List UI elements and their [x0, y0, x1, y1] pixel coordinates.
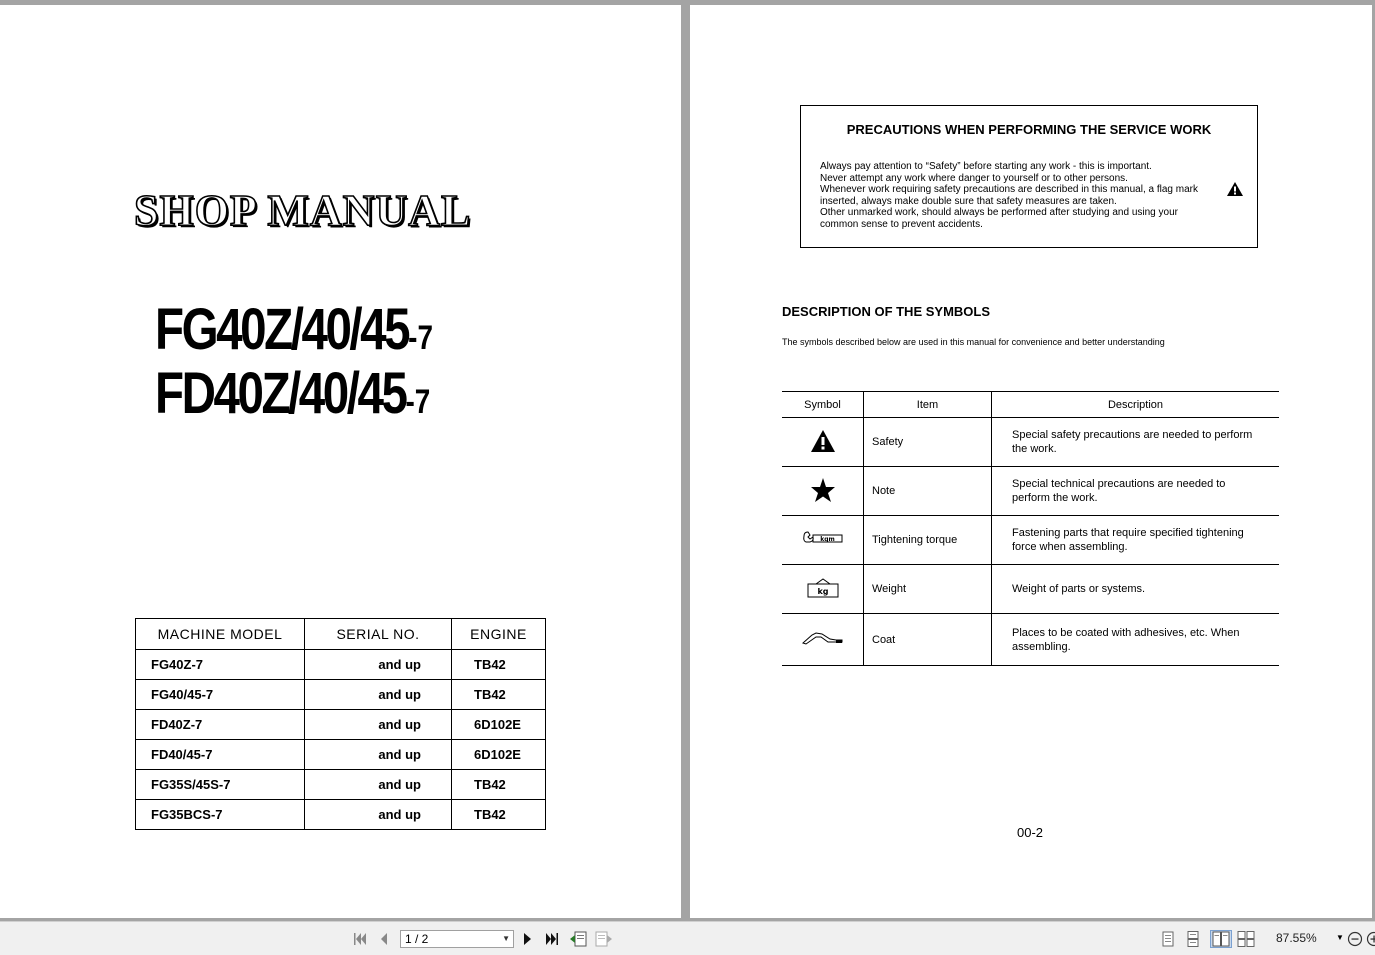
machine-model-table [135, 618, 546, 830]
symbols-intro: The symbols described below are used in this manual for convenience and better understanding [782, 337, 1165, 347]
serial-no-cell: and up [305, 710, 452, 740]
machine-model-cell: FD40/45-7 [136, 740, 305, 770]
zoom-in-icon [1366, 931, 1375, 947]
weight-kg-icon [806, 577, 840, 599]
table-row [782, 516, 1279, 565]
continuous-facing-view-button[interactable] [1237, 930, 1255, 948]
shop-manual-title: SHOP MANUAL [134, 186, 472, 235]
weight-kg-label: kg [816, 586, 829, 596]
description-cell: Places to be coated with adhesives, etc. When assembling. [992, 614, 1280, 666]
next-page-icon [521, 932, 533, 946]
serial-no-cell: and up [305, 680, 452, 710]
item-cell: Note [864, 467, 992, 516]
model-line-2 [155, 361, 431, 426]
symbol-cell [782, 467, 864, 516]
page-number-field[interactable] [400, 930, 514, 948]
table-row [136, 680, 546, 710]
wrench-kgm-label: kgm [819, 535, 835, 543]
coat-brush-icon [802, 631, 844, 645]
zoom-out-icon [1347, 931, 1363, 947]
precaution-line: common sense to prevent accidents. [820, 218, 983, 230]
last-page-icon [544, 932, 560, 946]
symbol-cell [782, 516, 864, 565]
description-cell: Special safety precautions are needed to perform the work. [992, 418, 1280, 467]
facing-icon [1212, 931, 1230, 947]
previous-view-button[interactable] [569, 930, 587, 948]
header-item: Item [864, 392, 992, 418]
serial-no-cell: and up [305, 770, 452, 800]
engine-cell: TB42 [452, 770, 546, 800]
model-line-1 [155, 297, 433, 362]
page-right [690, 5, 1372, 918]
last-page-button[interactable] [543, 930, 561, 948]
machine-model-cell: FG40Z-7 [136, 650, 305, 680]
header-machine-model: MACHINE MODEL [136, 619, 305, 650]
table-row [782, 418, 1279, 467]
engine-cell: 6D102E [452, 710, 546, 740]
prev-page-button[interactable] [375, 930, 393, 948]
item-cell: Safety [864, 418, 992, 467]
next-view-button[interactable] [595, 930, 613, 948]
serial-no-cell: and up [305, 740, 452, 770]
symbol-cell [782, 418, 864, 467]
continuous-facing-icon [1237, 931, 1255, 947]
model-line-1-main: FG40Z/40/45 [155, 297, 409, 362]
engine-cell: TB42 [452, 650, 546, 680]
item-cell: Tightening torque [864, 516, 992, 565]
header-serial-no: SERIAL NO. [305, 619, 452, 650]
next-view-icon [595, 931, 613, 947]
page-number-value: 1 / 2 [405, 932, 429, 946]
precaution-title: PRECAUTIONS WHEN PERFORMING THE SERVICE WORK [846, 122, 1212, 137]
zoom-level[interactable]: 87.55% [1276, 931, 1317, 945]
item-cell: Coat [864, 614, 992, 666]
model-line-1-suffix: -7 [408, 319, 433, 357]
wrench-kgm-icon [802, 531, 844, 547]
model-line-2-main: FD40Z/40/45 [155, 361, 406, 426]
precaution-line: Never attempt any work where danger to yourself or to other persons. [820, 172, 1128, 184]
table-row [136, 710, 546, 740]
precaution-box [800, 105, 1258, 248]
single-page-icon [1161, 931, 1175, 947]
symbol-table [782, 391, 1279, 666]
zoom-out-button[interactable] [1346, 930, 1364, 948]
symbol-table-header-row [782, 392, 1279, 418]
description-cell: Fastening parts that require specified tightening force when assembling. [992, 516, 1280, 565]
table-row [136, 740, 546, 770]
previous-view-icon [569, 931, 587, 947]
single-page-view-button[interactable] [1159, 930, 1177, 948]
zoom-in-button[interactable] [1366, 931, 1375, 947]
first-page-button[interactable] [351, 930, 369, 948]
header-symbol: Symbol [782, 392, 864, 418]
engine-cell: TB42 [452, 680, 546, 710]
warning-triangle-icon [1226, 181, 1244, 197]
engine-cell: 6D102E [452, 740, 546, 770]
symbols-heading: DESCRIPTION OF THE SYMBOLS [782, 304, 991, 319]
precaution-line: inserted, always make double sure that safety measures are taken. [820, 195, 1117, 207]
description-cell: Weight of parts or systems. [992, 565, 1280, 614]
page-left [0, 5, 681, 918]
page-number: 00-2 [1017, 825, 1044, 840]
model-line-2-suffix: -7 [405, 383, 431, 421]
description-cell: Special technical precautions are needed to perform the work. [992, 467, 1280, 516]
precaution-text [820, 161, 1225, 231]
precaution-line: Whenever work requiring safety precautions are described in this manual, a flag mark [820, 184, 1198, 196]
symbol-cell [782, 614, 864, 666]
header-engine: ENGINE [452, 619, 546, 650]
table-row [136, 770, 546, 800]
table-header-row [136, 619, 546, 650]
serial-no-cell: and up [305, 650, 452, 680]
viewer-toolbar [0, 921, 1375, 955]
table-row [782, 467, 1279, 516]
machine-model-cell: FD40Z-7 [136, 710, 305, 740]
table-row [136, 800, 546, 830]
machine-model-cell: FG35S/45S-7 [136, 770, 305, 800]
engine-cell: TB42 [452, 800, 546, 830]
header-description: Description [992, 392, 1280, 418]
prev-page-icon [378, 932, 390, 946]
precaution-line: Always pay attention to “Safety” before starting any work - this is important. [820, 161, 1152, 172]
table-row [782, 614, 1279, 666]
next-page-button[interactable] [518, 930, 536, 948]
machine-model-cell: FG35BCS-7 [136, 800, 305, 830]
item-cell: Weight [864, 565, 992, 614]
machine-model-cell: FG40/45-7 [136, 680, 305, 710]
zoom-dropdown-icon[interactable]: ▼ [1336, 933, 1344, 942]
star-icon [810, 477, 836, 503]
table-row [782, 565, 1279, 614]
symbol-cell [782, 565, 864, 614]
precaution-line: Other unmarked work, should always be performed after studying and using your [820, 207, 1178, 219]
warning-triangle-icon [810, 429, 836, 453]
serial-no-cell: and up [305, 800, 452, 830]
continuous-icon [1186, 931, 1200, 947]
continuous-view-button[interactable] [1184, 930, 1202, 948]
first-page-icon [352, 932, 368, 946]
chevron-down-icon[interactable]: ▼ [502, 934, 510, 943]
facing-view-button[interactable] [1210, 930, 1232, 948]
table-row [136, 650, 546, 680]
